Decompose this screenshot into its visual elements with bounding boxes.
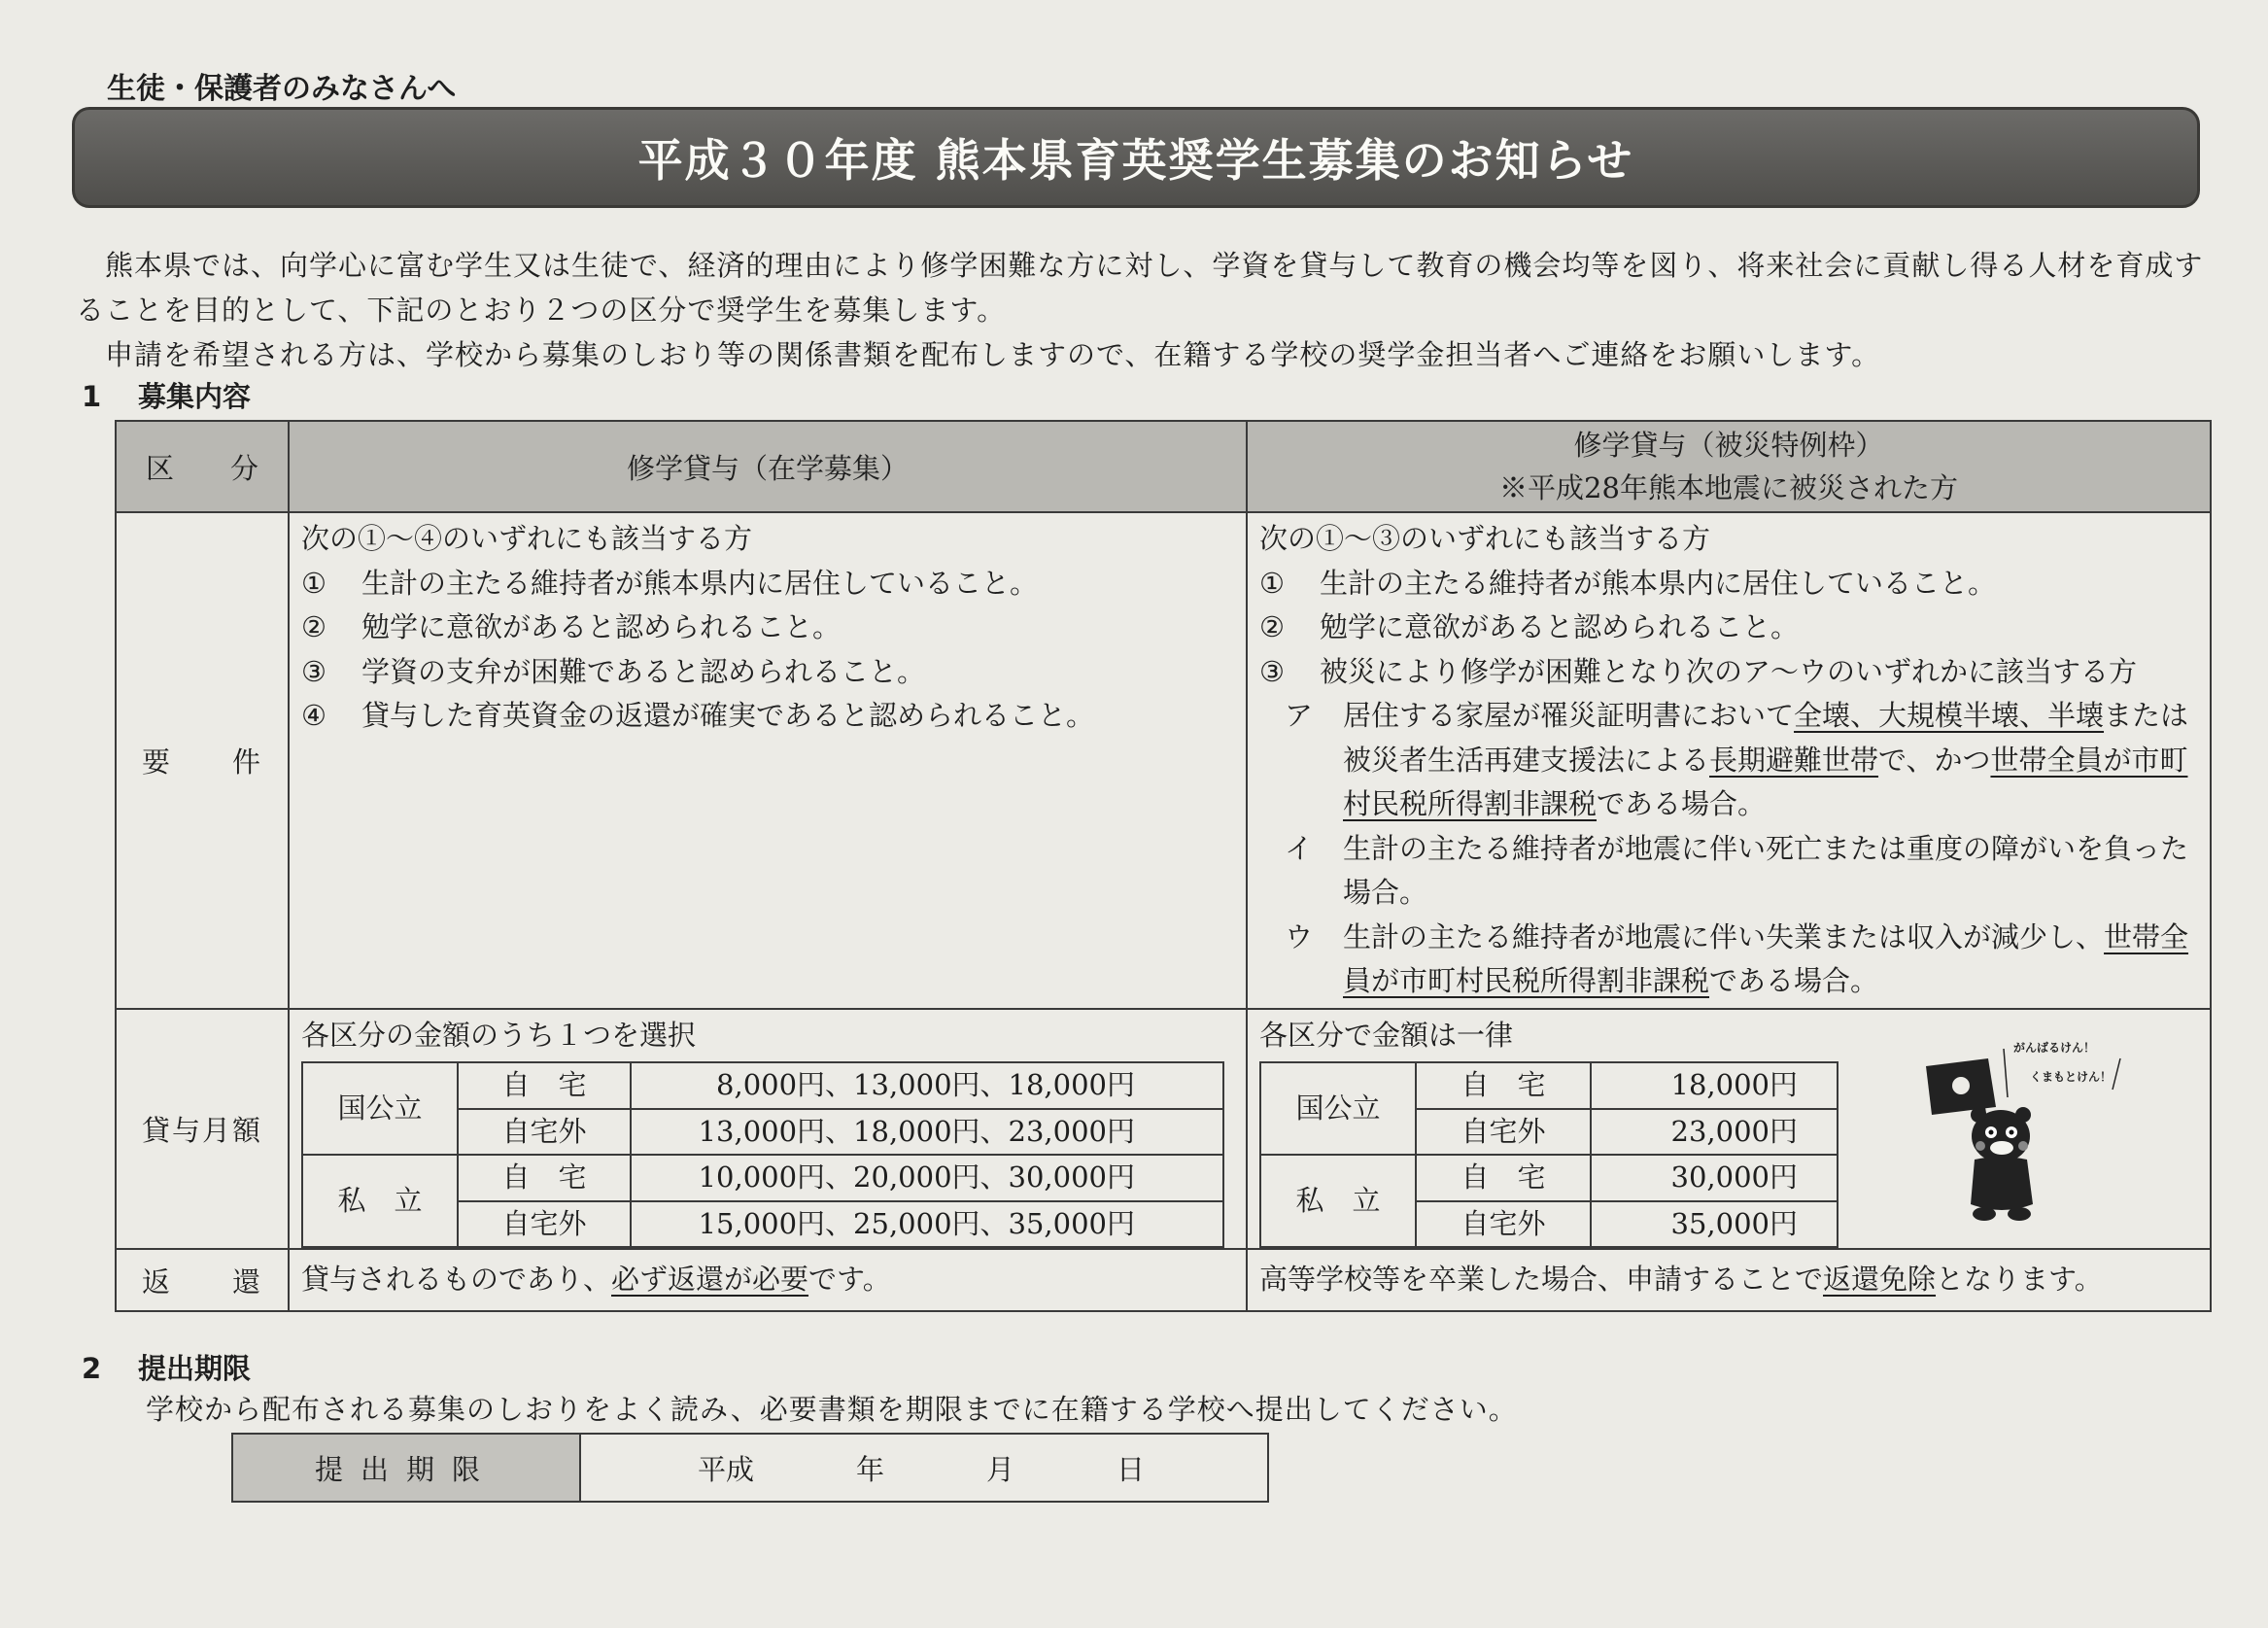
page-title: 平成３０年度 熊本県育英奨学生募集のお知らせ	[637, 134, 1634, 187]
monthly-regular-intro: 各区分の金額のうち１つを選択	[301, 1018, 697, 1052]
mascot-caption-2: くまもとけん！	[2030, 1069, 2113, 1084]
repayment-disaster: 高等学校等を卒業した場合、申請することで返還免除となります。	[1247, 1249, 2211, 1311]
requirements-regular-intro: 次の①～④のいずれにも該当する方	[301, 522, 753, 555]
monthly-amount-label: 貸与月額	[116, 1009, 289, 1250]
residence-home: 自 宅	[458, 1062, 631, 1109]
table-header-row	[116, 421, 2211, 512]
monthly-amount-regular	[289, 1009, 1247, 1250]
residence-away: 自宅外	[1416, 1109, 1591, 1156]
header-disaster-note: ※平成28年熊本地震に被災された方	[1499, 471, 1958, 504]
header-regular-loan: 修学貸与（在学募集）	[289, 421, 1247, 512]
list-item: ② 勉学に意欲があると認められること。	[1259, 610, 1800, 643]
deadline-date	[581, 1435, 1267, 1501]
table-row	[1260, 1062, 1838, 1109]
amount-private-away: 35,000円	[1591, 1201, 1838, 1248]
amount-table-regular	[301, 1061, 1224, 1248]
deadline-month: 月	[986, 1452, 1015, 1486]
monthly-disaster-intro: 各区分で金額は一律	[1259, 1018, 1514, 1052]
table-row	[302, 1155, 1223, 1201]
amount-national-away: 23,000円	[1591, 1109, 1838, 1156]
intro-text	[76, 243, 2210, 377]
school-type-private: 私 立	[302, 1155, 458, 1247]
requirements-disaster	[1247, 512, 2211, 1009]
residence-away: 自宅外	[458, 1201, 631, 1248]
repayment-row	[116, 1249, 2211, 1311]
sub-item-u: ウ 生計の主たる維持者が地震に伴い失業または収入が減少し、世帯全員が市町村民税所得割非課税である場合。	[1285, 919, 2189, 997]
intro-paragraph-2: 申請を希望される方は、学校から募集のしおり等の関係書類を配布しますので、在籍する学校の奨学金担当者へご連絡をお願いします。	[105, 338, 1881, 371]
amount-national-home: 18,000円	[1591, 1062, 1838, 1109]
requirements-row	[116, 512, 2211, 1009]
section-2-text: 学校から配布される募集のしおりをよく読み、必要書類を期限までに在籍する学校へ提出してください。	[146, 1393, 1518, 1426]
list-item: ① 生計の主たる維持者が熊本県内に居住していること。	[301, 566, 1039, 600]
header-category: 区 分	[116, 421, 289, 512]
list-item: ② 勉学に意欲があると認められること。	[301, 610, 842, 643]
recruitment-table	[115, 420, 2212, 1312]
monthly-amount-row	[116, 1009, 2211, 1250]
amount-national-away: 13,000円、18,000円、23,000円	[631, 1109, 1223, 1156]
requirements-disaster-intro: 次の①～③のいずれにも該当する方	[1259, 522, 1711, 555]
list-item: ③ 被災により修学が困難となり次のア～ウのいずれかに該当する方	[1259, 654, 2138, 688]
school-type-national: 国公立	[302, 1062, 458, 1155]
repayment-regular: 貸与されるものであり、必ず返還が必要です。	[289, 1249, 1247, 1311]
mascot-caption-1: がんばるけん！	[2013, 1040, 2096, 1055]
section-1-heading	[82, 375, 251, 415]
kumamon-mascot-image	[1918, 1039, 2161, 1243]
sub-item-i: イ 生計の主たる維持者が地震に伴い死亡または重度の障がいを負った場合。	[1285, 831, 2189, 909]
header-disaster-title: 修学貸与（被災特例枠）	[1573, 429, 1884, 462]
repayment-required-note: 必ず返還が必要	[611, 1263, 809, 1297]
deadline-box	[231, 1433, 1269, 1503]
header-disaster-loan	[1247, 421, 2211, 512]
sub-item-a: ア 居住する家屋が罹災証明書において全壊、大規模半壊、半壊または被災者生活再建支援法による長期避難世帯で、かつ世帯全員が市町村民税所得割非課税である場合。	[1285, 699, 2189, 820]
section-2-heading	[82, 1347, 251, 1387]
deadline-day: 日	[1117, 1452, 1146, 1486]
list-item: ① 生計の主たる維持者が熊本県内に居住していること。	[1259, 566, 1997, 600]
section-1-title: 募集内容	[138, 380, 252, 413]
amount-national-home: 8,000円、13,000円、18,000円	[631, 1062, 1223, 1109]
deadline-label: 提出期限	[233, 1435, 581, 1501]
amount-private-home: 30,000円	[1591, 1155, 1838, 1201]
audience-label: 生徒・保護者のみなさんへ	[107, 72, 457, 106]
residence-away: 自宅外	[1416, 1201, 1591, 1248]
amount-private-home: 10,000円、20,000円、30,000円	[631, 1155, 1223, 1201]
deadline-era: 平成	[698, 1452, 755, 1486]
list-item: ④ 貸与した育英資金の返還が確実であると認められること。	[301, 699, 1095, 732]
intro-paragraph-1: 熊本県では、向学心に富む学生又は生徒で、経済的理由により修学困難な方に対し、学資を貸与して教育の機会均等を図り、将来社会に貢献し得る人材を育成することを目的として、下記のとおり２つの区分で奨学生を募集します。	[76, 249, 2204, 327]
table-row	[302, 1062, 1223, 1109]
residence-home: 自 宅	[1416, 1062, 1591, 1109]
section-2-title: 提出期限	[138, 1352, 252, 1385]
amount-table-disaster	[1259, 1061, 1838, 1248]
amount-private-away: 15,000円、25,000円、35,000円	[631, 1201, 1223, 1248]
residence-home: 自 宅	[458, 1155, 631, 1201]
repayment-exemption-note: 返還免除	[1823, 1263, 1937, 1297]
school-type-private: 私 立	[1260, 1155, 1416, 1247]
residence-home: 自 宅	[1416, 1155, 1591, 1201]
section-2-number: 2	[82, 1352, 102, 1385]
repayment-label: 返 還	[116, 1249, 289, 1311]
section-1-number: 1	[82, 380, 102, 413]
residence-away: 自宅外	[458, 1109, 631, 1156]
monthly-amount-disaster	[1247, 1009, 2211, 1250]
requirements-label: 要 件	[116, 512, 289, 1009]
requirements-regular	[289, 512, 1247, 1009]
school-type-national: 国公立	[1260, 1062, 1416, 1155]
deadline-year: 年	[856, 1452, 885, 1486]
table-row	[1260, 1155, 1838, 1201]
title-banner	[72, 107, 2200, 208]
list-item: ③ 学資の支弁が困難であると認められること。	[301, 654, 926, 688]
